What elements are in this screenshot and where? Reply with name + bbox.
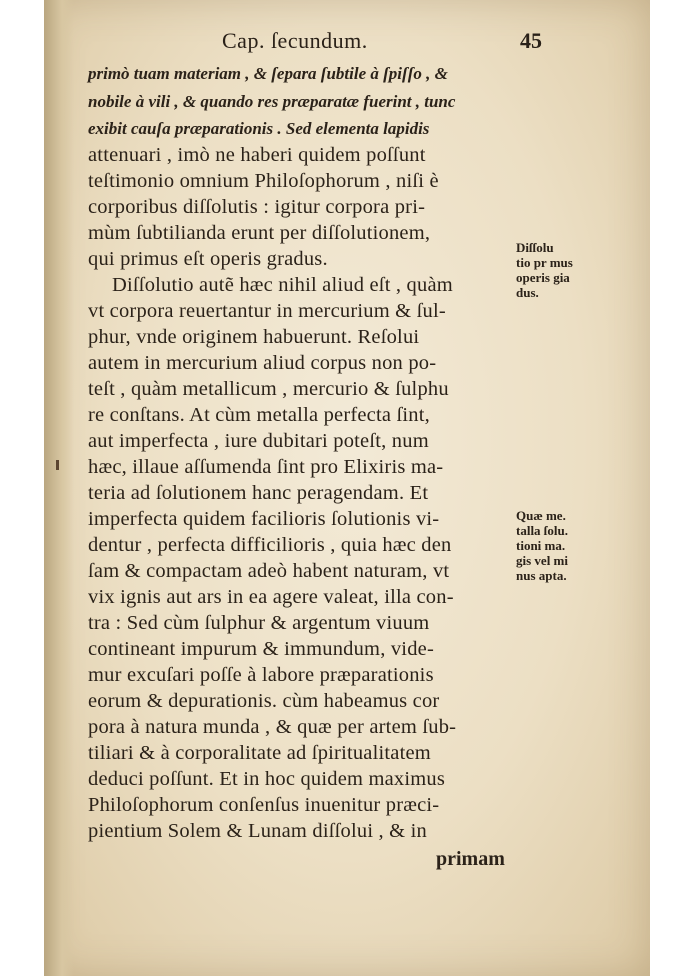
text-line: corporibus diſſolutis : igitur corpora pri-: [88, 196, 426, 218]
text-line: primò tuam materiam , & ſepara ſubtile à ſpiſſo , &: [88, 64, 448, 83]
text-line: eorum & depurationis. cùm habeamus cor: [88, 690, 440, 712]
marginal-note-line: gis vel mi: [516, 553, 568, 568]
text-line: contineant impurum & immundum, vide-: [88, 638, 434, 660]
text-line: dentur , perfecta difficilioris , quia hæc den: [88, 534, 452, 556]
catchword: primam: [436, 848, 505, 870]
margin-mark: [56, 460, 59, 470]
text-line: pientium Solem & Lunam diſſolui , & in: [88, 820, 428, 842]
text-line: nobile à vili , & quando res præparatæ fuerint , tunc: [88, 92, 456, 111]
text-line: autem in mercurium aliud corpus non po-: [88, 352, 437, 374]
text-line: tiliari & à corporalitate ad ſpiritualitatem: [88, 742, 431, 764]
text-line: attenuari , imò ne haberi quidem poſſunt: [88, 144, 426, 166]
text-line: vt corpora reuertantur in mercurium & ſul-: [88, 300, 446, 322]
text-line: mùm ſubtilianda erunt per diſſolutionem,: [88, 222, 431, 244]
text-line: exibit cauſa præparationis . Sed elementa lapidis: [88, 119, 430, 138]
text-line: aut imperfecta , iure dubitari poteſt, num: [88, 430, 429, 452]
marginal-note: [516, 508, 568, 583]
marginal-note-line: talla ſolu.: [516, 523, 569, 538]
text-line: phur, vnde originem habuerunt. Reſolui: [88, 326, 420, 348]
text-line: vix ignis aut ars in ea agere valeat, illa con-: [88, 586, 454, 608]
text-line: teria ad ſolutionem hanc peragendam. Et: [88, 482, 429, 504]
running-head: Cap. ſecundum.: [222, 28, 368, 53]
marginal-note-line: tioni ma.: [516, 538, 566, 553]
text-line: Diſſolutio autẽ hæc nihil aliud eſt , quàm: [112, 274, 453, 296]
text-line: tra : Sed cùm ſulphur & argentum viuum: [88, 612, 430, 634]
marginal-note-line: tio pr mus: [516, 255, 573, 270]
marginal-note-line: Quæ me.: [516, 508, 566, 523]
text-line: teſt , quàm metallicum , mercurio & ſulphu: [88, 378, 449, 400]
text-line: ſam & compactam adeò habent naturam, vt: [88, 560, 450, 582]
text-line: hæc, illaue aſſumenda ſint pro Elixiris ma-: [88, 456, 444, 478]
marginal-note: [516, 240, 573, 300]
text-line: re conſtans. At cùm metalla perfecta ſint,: [88, 404, 430, 426]
marginal-note-line: Diſſolu: [516, 240, 554, 255]
text-line: teſtimonio omnium Philoſophorum , niſi è: [88, 170, 439, 192]
text-line: deduci poſſunt. Et in hoc quidem maximus: [88, 768, 446, 790]
text-line: mur excuſari poſſe à labore præparationis: [88, 664, 434, 686]
text-line: imperfecta quidem facilioris ſolutionis vi-: [88, 508, 440, 530]
marginal-note-line: dus.: [516, 285, 539, 300]
page-number: 45: [520, 28, 542, 53]
page-gutter: [44, 0, 74, 976]
text-line: qui primus eſt operis gradus.: [88, 248, 328, 270]
text-line: pora à natura munda , & quæ per artem ſub-: [88, 716, 457, 738]
marginal-note-line: nus apta.: [516, 568, 567, 583]
marginal-note-line: operis gia: [516, 270, 570, 285]
text-line: Philoſophorum conſenſus inuenitur præci-: [88, 794, 440, 816]
